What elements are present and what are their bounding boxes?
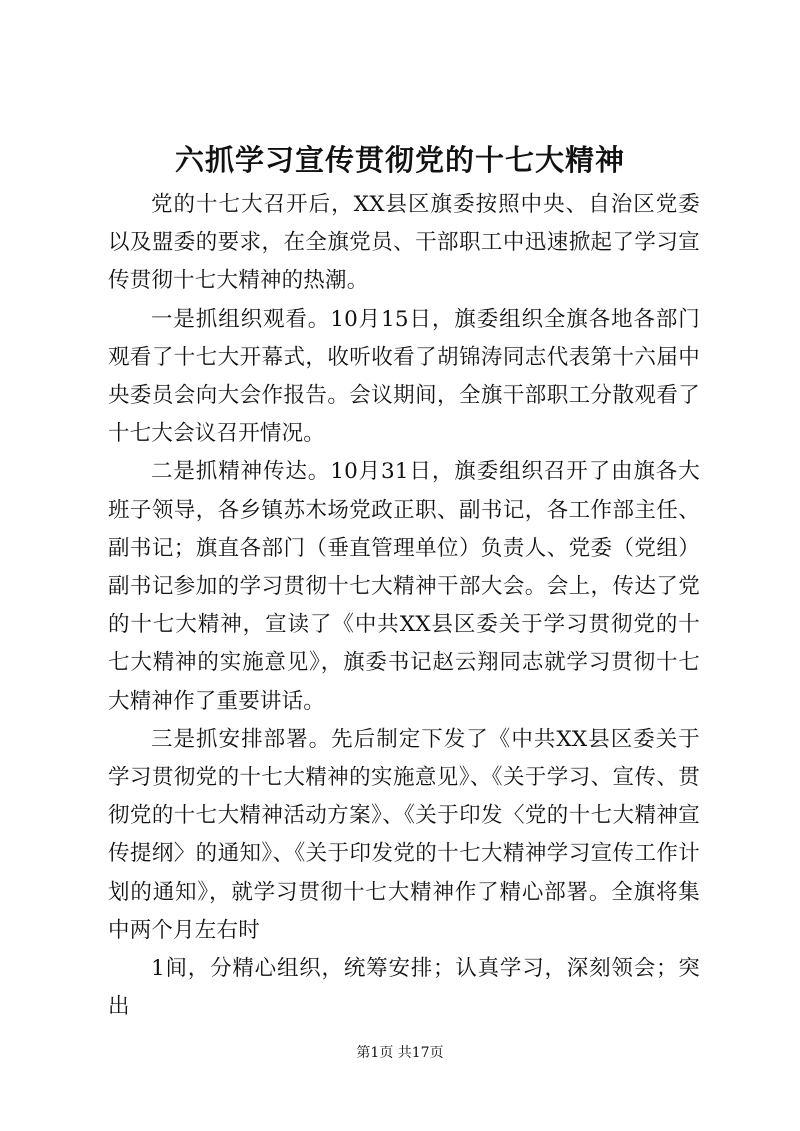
document-title: 六抓学习宣传贯彻党的十七大精神: [174, 143, 625, 177]
paragraph-continuation: 1间，分精心组织，统筹安排；认真学习，深刻领会；突出: [108, 956, 700, 1020]
page-number-footer: 第1页 共17页: [356, 1045, 444, 1061]
paragraph-intro: 党的十七大召开后，XX县区旗委按照中央、自治区党委以及盟委的要求，在全旗党员、干部职工中迅速掀起了学习宣传贯彻十七大精神的热潮。: [108, 192, 700, 294]
document-body: [108, 186, 700, 1026]
paragraph-organize-viewing: 一是抓组织观看。10月15日，旗委组织全旗各地各部门观看了十七大开幕式，收听收看了胡锦涛同志代表第十六届中央委员会向大会作报告。会议期间，全旗干部职工分散观看了十七大会议召开情况。: [108, 306, 700, 447]
paragraph-arrangement: 三是抓安排部署。先后制定下发了《中共XX县区委关于学习贯彻党的十七大精神的实施意见》、《关于学习、宣传、贯彻党的十七大精神活动方案》、《关于印发〈党的十七大精神宣传提纲〉的通知》、《关于印发党的十七大精神学习宣传工作计划的通知》，就学习贯彻十七大精神作了精心部署。全旗将集中两个月左右时: [108, 726, 700, 943]
paragraph-spirit-transmission: 二是抓精神传达。10月31日，旗委组织召开了由旗各大班子领导，各乡镇苏木场党政正职、副书记，各工作部主任、副书记；旗直各部门（垂直管理单位）负责人、党委（党组）副书记参加的学习贯彻十七大精神干部大会。会上，传达了党的十七大精神，宣读了《中共XX县区委关于学习贯彻党的十七大精神的实施意见》，旗委书记赵云翔同志就学习贯彻十七大精神作了重要讲话。: [108, 459, 700, 714]
